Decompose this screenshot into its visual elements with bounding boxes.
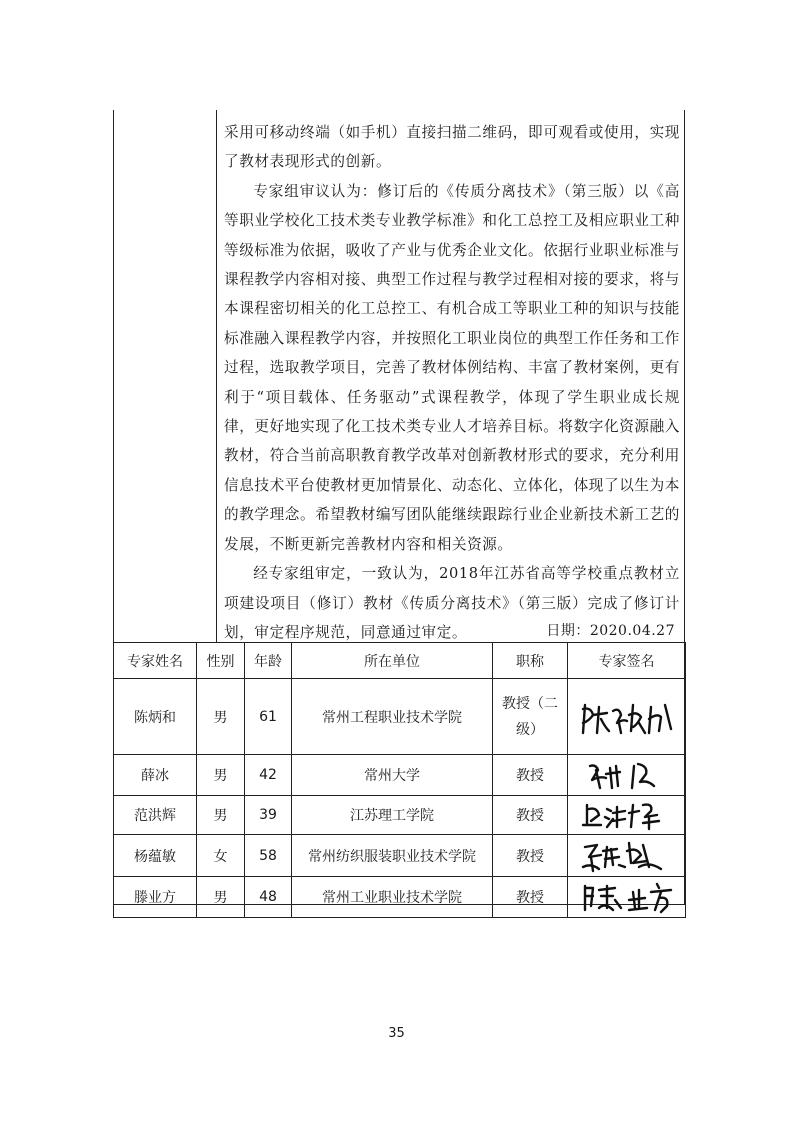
header-gender: 性别 — [197, 643, 245, 679]
label-column-divider — [216, 110, 217, 642]
table-row — [114, 877, 686, 918]
signature-cell — [568, 796, 686, 835]
expert-title: 教授 — [493, 796, 568, 835]
handwritten-signature — [577, 878, 677, 916]
review-opinion-text — [224, 118, 680, 647]
signature-cell — [568, 835, 686, 877]
handwritten-signature — [577, 799, 677, 831]
date-label: 日期： — [546, 623, 590, 639]
expert-gender: 男 — [197, 679, 245, 755]
date-value: 2020.04.27 — [589, 623, 675, 639]
expert-name: 薛冰 — [114, 755, 197, 796]
header-age: 年龄 — [245, 643, 292, 679]
signature-cell — [568, 877, 686, 918]
expert-gender: 男 — [197, 877, 245, 918]
table-row — [114, 679, 686, 755]
review-paragraph-3: 经专家组审定，一致认为，2018年江苏省高等学校重点教材立项建设项目（修订）教材《传质分离技术》（第三版）完成了修订计划，审定程序规范，同意通过审定。 — [224, 565, 680, 641]
expert-unit: 常州工业职业技术学院 — [292, 877, 493, 918]
table-header-row — [114, 643, 686, 679]
review-paragraph-1: 采用可移动终端（如手机）直接扫描二维码，即可观看或使用，实现了教材表现形式的创新。 — [224, 124, 680, 171]
review-paragraph-2: 专家组审议认为：修订后的《传质分离技术》（第三版）以《高等职业学校化工技术类专业教学标准》和化工总控工及相应职业工种等级标准为依据，吸收了产业与优秀企业文化。依据行业职业标准与课程教学内容相对接、典型工作过程与教学过程相对接的要求，将与本课程密切相关的化工总控工、有机合成工等职业工种的知识与技能标准融入课程教学内容，并按照化工职业岗位的典型工作任务和工作过程，选取教学项目，完善了教材体例结构、丰富了教材案例，更有利于“项目载体、任务驱动”式课程教学，体现了学生职业成长规律，更好地实现了化工技术类专业人才培养目标。将数字化资源融入教材，符合当前高职教育教学改革对创新教材形式的要求，充分利用信息技术平台使教材更加情景化、动态化、立体化，体现了以生为本的教学理念。希望教材编写团队能继续跟踪行业企业新技术新工艺的发展，不断更新完善教材内容和相关资源。 — [224, 182, 680, 553]
header-title: 职称 — [493, 643, 568, 679]
expert-gender: 男 — [197, 796, 245, 835]
expert-age: 39 — [245, 796, 292, 835]
review-date — [546, 620, 675, 640]
page-number: 35 — [388, 1026, 405, 1041]
header-signature: 专家签名 — [568, 643, 686, 679]
expert-age: 58 — [245, 835, 292, 877]
expert-name: 范洪辉 — [114, 796, 197, 835]
expert-title: 教授 — [493, 835, 568, 877]
expert-title: 教授 — [493, 877, 568, 918]
signature-cell — [568, 755, 686, 796]
header-name: 专家姓名 — [114, 643, 197, 679]
expert-age: 48 — [245, 877, 292, 918]
expert-unit: 常州大学 — [292, 755, 493, 796]
header-unit: 所在单位 — [292, 643, 493, 679]
expert-age: 42 — [245, 755, 292, 796]
expert-title: 教授 — [493, 755, 568, 796]
handwritten-signature — [575, 693, 679, 741]
expert-unit: 常州纺织服装职业技术学院 — [292, 835, 493, 877]
handwritten-signature — [577, 837, 677, 875]
expert-title: 教授（二级） — [493, 679, 568, 755]
table-row — [114, 835, 686, 877]
expert-name: 陈炳和 — [114, 679, 197, 755]
table-row — [114, 796, 686, 835]
expert-unit: 江苏理工学院 — [292, 796, 493, 835]
table-row — [114, 755, 686, 796]
expert-age: 61 — [245, 679, 292, 755]
signature-cell — [568, 679, 686, 755]
expert-gender: 男 — [197, 755, 245, 796]
expert-name: 滕业方 — [114, 877, 197, 918]
experts-table — [113, 642, 686, 918]
handwritten-signature — [582, 758, 672, 792]
expert-name: 杨蕴敏 — [114, 835, 197, 877]
expert-unit: 常州工程职业技术学院 — [292, 679, 493, 755]
expert-gender: 女 — [197, 835, 245, 877]
